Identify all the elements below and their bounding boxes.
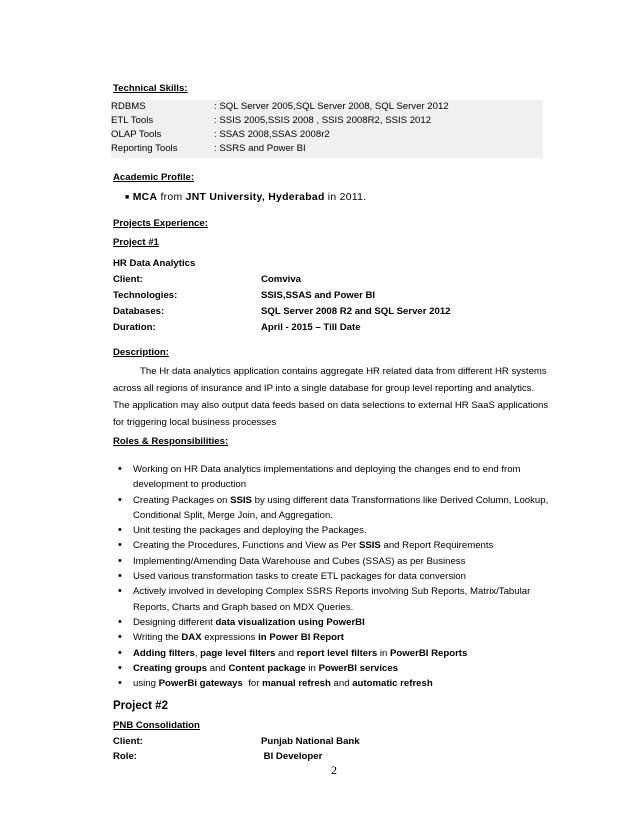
- square-bullet-icon: ■: [125, 194, 130, 201]
- role-bold: SSIS: [230, 494, 252, 506]
- project1-name: HR Data Analytics: [113, 258, 196, 269]
- project1-duration-label: Duration:: [113, 322, 156, 333]
- year-text: in 2011.: [324, 192, 367, 203]
- list-item: [113, 630, 563, 645]
- role-text: Implementing/Amending Data Warehouse and Cubes (SSAS) as per Business: [133, 555, 466, 567]
- list-item: [113, 676, 563, 691]
- technical-skills-table: [111, 100, 543, 158]
- role-bold: PowerBI services: [318, 662, 399, 674]
- role-text: and Report Requirements: [380, 540, 494, 552]
- role-bold: Creating groups: [133, 662, 208, 674]
- role-text: Designing different: [133, 616, 216, 628]
- role-text: ,: [194, 647, 201, 659]
- project2-name: PNB Consolidation: [113, 720, 200, 731]
- role-bold: automatic refresh: [352, 678, 433, 690]
- project1-description: The Hr data analytics application contains aggregate HR related data from different HR systems across all regions of insurance and IP into a single database for group level reporting and analytics. The application may also output data feeds based on data selections to external HR SaaS applications for triggering local business processes: [113, 366, 549, 428]
- list-item: [113, 661, 563, 676]
- project1-technologies-label: Technologies:: [113, 290, 178, 301]
- role-bold: page level filters: [200, 647, 276, 659]
- role-text: Used various transformation tasks to create ETL packages for data conversion: [133, 571, 466, 583]
- role-text: Actively involved in developing Complex SSRS Reports involving Sub Reports, Matrix/Tabular Reports, Charts and Graph based on MDX Queries.: [133, 586, 531, 613]
- project2-role-value: BI Developer: [261, 751, 323, 762]
- role-bold: manual refresh: [262, 678, 331, 690]
- role-bold: Content package: [228, 662, 306, 674]
- role-text: using: [133, 678, 159, 690]
- description-heading: Description:: [113, 347, 169, 358]
- skill-label: RDBMS: [111, 101, 146, 112]
- list-item: [113, 462, 563, 493]
- university: JNT University, Hyderabad: [185, 192, 325, 203]
- role-bold: report level filters: [296, 647, 378, 659]
- role-text: and: [330, 678, 353, 690]
- role-text: for: [242, 678, 263, 690]
- project1-heading: Project #1: [113, 237, 159, 248]
- role-text: by using different data Transformations like Derived Column, Lookup, Conditional Split, Merge Join, and Aggregation.: [133, 494, 549, 521]
- list-item: [113, 615, 563, 630]
- role-text: Creating Packages on: [133, 494, 231, 506]
- academic-entry: [125, 192, 366, 203]
- skill-label: OLAP Tools: [111, 129, 162, 140]
- skill-row: [111, 129, 543, 143]
- role-bold: data visualization using PowerBI: [215, 616, 365, 628]
- from-text: from: [157, 192, 186, 203]
- role-text: and: [207, 662, 229, 674]
- role-text: Unit testing the packages and deploying the Packages.: [133, 525, 367, 537]
- project2-heading: Project #2: [113, 700, 168, 712]
- role-bold: in Power BI Report: [258, 632, 344, 644]
- skill-row: [111, 143, 543, 157]
- role-text: Working on HR Data analytics implementations and deploying the changes end to end from development to production: [133, 464, 521, 491]
- degree: MCA: [132, 192, 158, 203]
- role-bold: SSIS: [358, 540, 381, 552]
- role-bold: Adding filters: [133, 647, 195, 659]
- skill-value: : SSIS 2005,SSIS 2008 , SSIS 2008R2, SSIS 2012: [214, 115, 432, 126]
- project1-technologies-value: SSIS,SSAS and Power BI: [261, 290, 376, 301]
- role-text: in: [377, 647, 391, 659]
- roles-heading: Roles & Responsibilities:: [113, 436, 229, 447]
- role-text: and: [275, 647, 297, 659]
- role-bold: PowerBi gateways: [158, 678, 243, 690]
- projects-experience-heading: Projects Experience:: [113, 218, 208, 229]
- list-item: [113, 584, 563, 615]
- project2-client-value: Punjab National Bank: [261, 736, 360, 747]
- project1-duration-value: April - 2015 – Till Date: [261, 322, 361, 333]
- technical-skills-heading: Technical Skills:: [113, 83, 188, 94]
- academic-profile-heading: Academic Profile:: [113, 172, 195, 183]
- skill-value: : SQL Server 2005,SQL Server 2008, SQL Server 2012: [214, 101, 449, 112]
- list-item: [113, 493, 563, 524]
- list-item: [113, 538, 563, 553]
- project1-databases-label: Databases:: [113, 306, 165, 317]
- project2-role-label: Role:: [113, 751, 137, 762]
- skill-value: : SSAS 2008,SSAS 2008r2: [214, 129, 330, 140]
- role-text: expressions: [201, 632, 259, 644]
- skill-label: Reporting Tools: [111, 143, 178, 154]
- list-item: [113, 646, 563, 661]
- skill-label: ETL Tools: [111, 115, 154, 126]
- project1-client-value: Comviva: [261, 274, 301, 285]
- skill-row: [111, 115, 543, 129]
- role-text: Creating the Procedures, Functions and View as Per: [133, 540, 359, 552]
- list-item: [113, 569, 563, 584]
- role-bold: PowerBI Reports: [390, 647, 468, 659]
- list-item: [113, 554, 563, 569]
- skill-value: : SSRS and Power BI: [214, 143, 306, 154]
- role-text: Writing the: [133, 632, 182, 644]
- project2-client-label: Client:: [113, 736, 143, 747]
- skill-row: [111, 101, 543, 115]
- role-bold: DAX: [181, 632, 202, 644]
- page-number: 2: [331, 763, 337, 777]
- list-item: [113, 523, 563, 538]
- roles-list: [113, 462, 563, 691]
- project1-databases-value: SQL Server 2008 R2 and SQL Server 2012: [261, 306, 451, 317]
- project1-client-label: Client:: [113, 274, 143, 285]
- role-text: in: [305, 662, 319, 674]
